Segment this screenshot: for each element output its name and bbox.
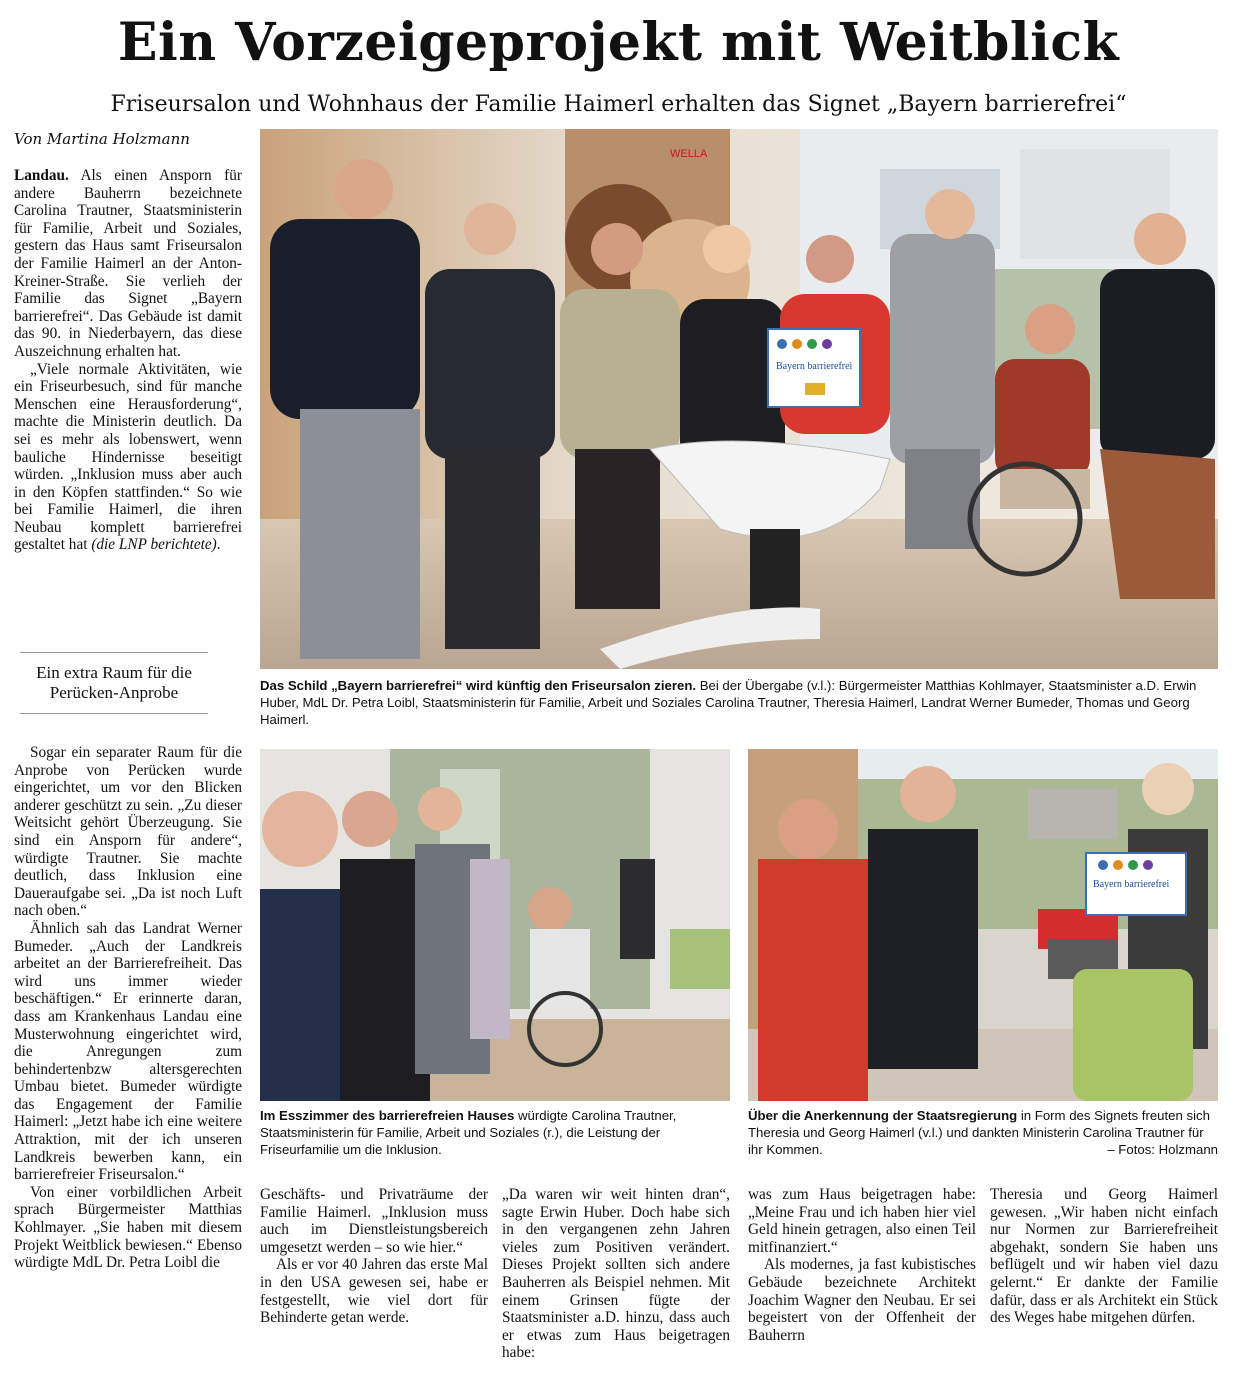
recognition-caption-bold: Über die Anerkennung der Staatsregierung (748, 1108, 1018, 1123)
article-subheadline: Friseursalon und Wohnhaus der Familie Haimerl erhalten das Signet „Bayern barrierefrei“ (110, 92, 1127, 117)
column-1-lower (14, 744, 242, 1272)
dateline: Landau. (14, 167, 69, 184)
reference-note: (die LNP berichtete) (91, 536, 217, 554)
column-3 (502, 1186, 730, 1362)
paragraph-intro (14, 167, 242, 361)
paragraph-huber: „Da waren wir weit hinten dran“, sagte Erwin Huber. Doch habe sich in den vergangenen zehn Jahren vieles zum Positiven verändert. Dieses Projekt sollten sich andere Bauherren als Beispiel nehmen. Mit einem Grinsen fügte der Staatsminister a.D. hinzu, dass auch er etwas zum Haus beigetragen habe: (502, 1186, 730, 1362)
paragraph-loibl-quote: Geschäfts- und Privaträume der Familie Haimerl. „Inklusion muss auch im Dienstleistungsbereich umgesetzt werden – so wie hier.“ (260, 1186, 488, 1256)
article-headline: Ein Vorzeigeprojekt mit Weitblick (117, 12, 1120, 73)
column-5 (990, 1186, 1218, 1327)
recognition-photo (748, 749, 1218, 1101)
quote-text: „Viele normale Aktivitäten, wie ein Friseurbesuch, sind für manche Menschen eine Herausforderung“, machte die Ministerin deutlich. Da sei es mehr als lobenswert, wenn bauliche Hindernisse beseitigt würden. „Inklusion muss aber auch in den Köpfen stattfinden.“ So wie bei Familie Haimerl, die ihren Neubau komplett barrierefrei gestaltet hat (14, 360, 242, 554)
small-sign-text: Bayern barrierefrei (1093, 879, 1170, 890)
photo-credit: – Fotos: Holzmann (1107, 1142, 1218, 1157)
main-photo (260, 129, 1218, 669)
main-photo-caption (260, 677, 1218, 728)
dining-room-caption (260, 1107, 730, 1158)
dining-room-photo (260, 749, 730, 1101)
paragraph-mayor: Von einer vorbildlichen Arbeit sprach Bürgermeister Matthias Kohlmayer. „Sie haben mit diesem Projekt Weitblick bewiesen.“ Ebenso würdigte MdL Dr. Petra Loibl die (14, 1183, 242, 1272)
paragraph-architect: Als modernes, ja fast kubistisches Gebäude bezeichnete Architekt Joachim Wagner den Neubau. Er sei begeistert von der Offenheit der Bauherrn (748, 1256, 976, 1344)
wella-logo: WELLA (670, 148, 708, 160)
column-4 (748, 1186, 976, 1344)
quote-end: . (216, 536, 221, 554)
paragraph-closing: Theresia und Georg Haimerl gewesen. „Wir haben nicht einfach nur Normen zur Barrierefreiheit abgehakt, sondern Sie haben uns beflügelt und wir haben viel dazu gelernt.“ Er dankte der Familie dafür, dass er als Architekt ein Stück des Weges habe mitgehen dürfen. (990, 1186, 1218, 1327)
paragraph-quote (14, 361, 242, 555)
dining-caption-text: würdigte Carolina Trautner, Staatsministerin für Familie, Arbeit und Soziales (r.), die Leistung der Friseurfamilie um die Inklusion. (260, 1108, 677, 1157)
paragraph-usa: Als er vor 40 Jahren das erste Mal in den USA gewesen sei, habe er festgestellt, wie viel dort für Behinderte getan werde. (260, 1256, 488, 1327)
main-caption-bold: Das Schild „Bayern barrierefrei“ wird künftig den Friseursalon zieren. (260, 678, 697, 693)
intro-text: Als einen Ansporn für andere Bauherrn bezeichnete Carolina Trautner, Staatsministerin für Familie, Arbeit und Soziales, gestern das Haus samt Friseursalon der Familie Haimerl an der Anton-Kreiner-Straße. Sie verlieh der Familie das Signet „Bayern barrierefrei“. Das Gebäude ist damit das 90. in Niederbayern, das diese Auszeichnung erhalten hat. (14, 167, 242, 360)
main-sign-text: Bayern barrierefrei (776, 361, 853, 372)
paragraph-wig-room: Sogar ein separater Raum für die Anprobe von Perücken wurde eingerichtet, um vor den Blicken anderer geschützt zu sein. „Zu dieser Weitsicht gehört Überzeugung. Sie sind ein Ansporn für andere“, würdigte Trautner. Sie machte deutlich, dass Inklusion eine Daueraufgabe sei. „Da ist noch Luft nach oben.“ (14, 744, 242, 920)
section-subhead: Ein extra Raum für die Perücken-Anprobe (20, 652, 208, 714)
recognition-caption (748, 1107, 1218, 1158)
recognition-caption-text: in Form des Signets freuten sich Theresia und Georg Haimerl (v.l.) und dankten Ministerin Carolina Trautner für ihr Kommen. (748, 1108, 1210, 1157)
byline: Von Martina Holzmann (14, 130, 190, 148)
main-caption-text: Bei der Übergabe (v.l.): Bürgermeister Matthias Kohlmayer, Staatsminister a.D. Erwin Huber, MdL Dr. Petra Loibl, Staatsministerin für Familie, Arbeit und Soziales Carolina Trautner, Theresia Haimerl, Landrat Werner Bumeder, Thomas und Georg Haimerl. (260, 678, 1197, 727)
column-1-upper (14, 167, 242, 554)
column-2 (260, 1186, 488, 1327)
paragraph-landrat: Ähnlich sah das Landrat Werner Bumeder. „Auch der Landkreis arbeitet an der Barrierefreiheit. Das wird uns immer wieder beschäftigen.“ Er erinnerte daran, dass am Krankenhaus Landau eine Musterwohnung eingerichtet wird, die Anregungen zum behindertenbzw altersgerechten Umbau bietet. Bumeder würdigte das Engagement der Familie Haimerl: „Jetzt habe ich eine weitere Attraktion, mit der ich unseren Landkreis bewerben kann, ein barrierefreier Friseursalon.“ (14, 919, 242, 1184)
dining-caption-bold: Im Esszimmer des barrierefreien Hauses (260, 1108, 515, 1123)
paragraph-financed: was zum Haus beigetragen habe: „Meine Frau und ich haben hier viel Geld hinein getragen, also einen Teil mitfinanziert.“ (748, 1186, 976, 1256)
